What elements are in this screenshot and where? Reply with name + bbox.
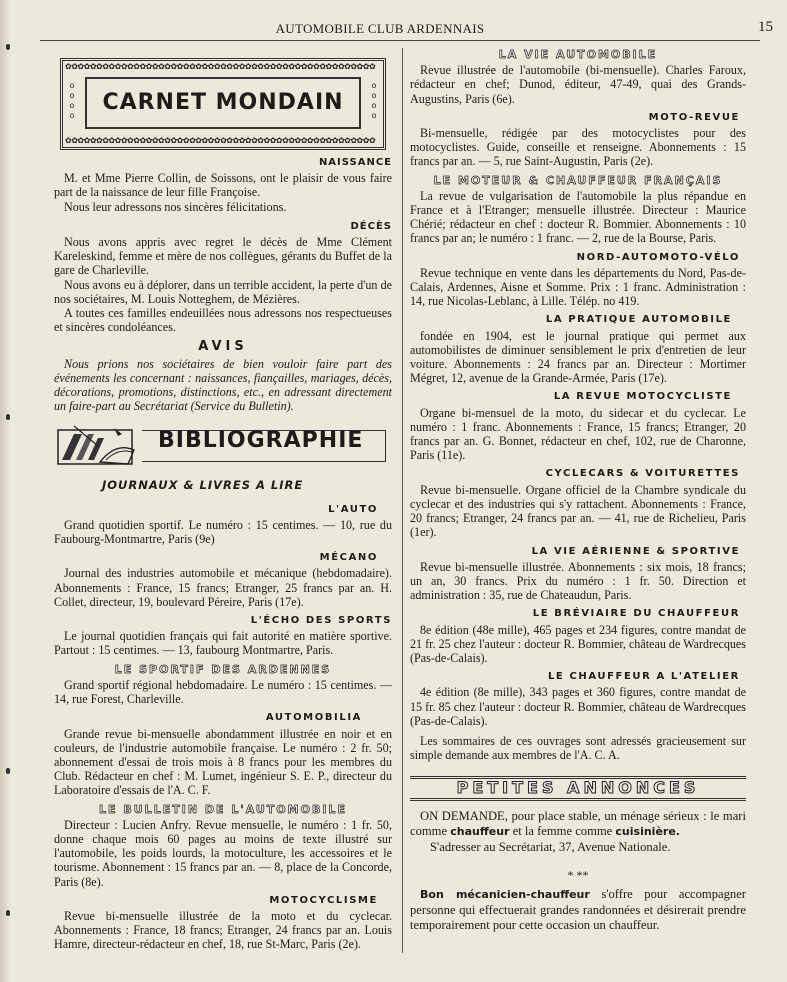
journal-title: L'ÉCHO DES SPORTS	[250, 615, 392, 627]
deces-text-2: Nous avons eu à déplorer, dans un terrible accident, la perte d'un de nos sociétaires, M. Louis Notteghem, de Mézières.	[54, 277, 392, 306]
naissance-felicitations: Nous leur adressons nos sincères félicitations.	[64, 199, 287, 214]
deces-text-3: A toutes ces familles endeuillées nous adressons nos respectueuses et sincères condoléances.	[54, 306, 392, 335]
deces-text-1: Nous avons appris avec regret le décès de Mme Clément Kareleskind, femme et mère de nos collègues, gérants du Buffet de la gare de Charleville.	[54, 235, 392, 278]
journal-description: Journal des industries automobile et mécanique (hebdomadaire). Abonnements : France, 15 francs; Etranger, 25 francs par an. H. Collet, directeur, 19, boulevard Péreire, Paris (17e).	[54, 566, 392, 609]
annonce-1-keyword: cuisinière.	[615, 825, 680, 839]
journal-description: Revue technique en vente dans les départements du Nord, Pas-de-Calais, Ardennes, Aisne et Somme. Prix : 1 franc. Administration : 14, rue Nicolas-Leblanc, à Lille. Télép. no 419.	[410, 265, 746, 309]
page-edge-shadow	[0, 0, 10, 982]
journal-description: Grand quotidien sportif. Le numéro : 15 centimes. — 10, rue du Faubourg-Montmartre, Paris (9e)	[54, 517, 392, 547]
annonce-1-text: ON DEMANDE, pour place stable, un ménage sérieux : le mari comme	[410, 808, 746, 839]
binding-mark	[6, 768, 10, 774]
ornament-border-bottom: ✿✿✿✿✿✿✿✿✿✿✿✿✿✿✿✿✿✿✿✿✿✿✿✿✿✿✿✿✿✿✿✿✿✿✿✿✿✿✿✿✿✿✿✿✿✿✿✿✿✿	[65, 137, 376, 145]
journal-title: LA VIE AUTOMOBILE	[498, 48, 658, 61]
journal-description: Grande revue bi-mensuelle abondamment illustrée en noir et en couleurs, de l'industrie automobile française. Le numéro : 2 fr. 50; abonnement d'essai de trois mois à 8 francs pour les membres du Club. Rédacteur en chef : M. Lumet, ingénieur S. E. P., directeur du Laboratoire d'essais de l'A. C. F.	[54, 726, 392, 798]
journal-title: CYCLECARS & VOITURETTES	[545, 468, 740, 480]
journal-title: LA PRATIQUE AUTOMOBILE	[545, 314, 732, 326]
annonce-1-keyword: chauffeur	[450, 825, 510, 839]
books-illustration-icon	[54, 420, 154, 472]
journal-description: Le journal quotidien français qui fait autorité en matière sportive. Partout : 15 centimes. — 13, faubourg Montmartre, Paris.	[54, 629, 392, 658]
journal-title: LE MOTEUR & CHAUFFEUR FRANÇAIS	[433, 173, 723, 187]
bibliographie-title: BIBLIOGRAPHIE	[158, 428, 364, 454]
journal-title: LA VIE AÉRIENNE & SPORTIVE	[531, 545, 740, 557]
journal-title: NORD-AUTOMOTO-VÉLO	[576, 251, 740, 263]
annonce-1-address: S'adresser au Secrétariat, 37, Avenue Nationale.	[430, 839, 671, 854]
journal-description: Organe bi-mensuel de la moto, du sidecar et du cyclecar. Le numéro : 1 franc. Abonnements : France, 15 francs; Etranger, 20 francs par an. G. Bonnet, rédacteur en chef, 102, rue de Charonne, Paris (11e).	[410, 405, 746, 463]
page-number: 15	[758, 19, 773, 35]
journal-title: MOTO-REVUE	[648, 111, 740, 123]
bibliographie-banner	[54, 420, 392, 472]
avis-text: Nous prions nos sociétaires de bien vouloir faire part des événements les concernant : naissances, fiançailles, mariages, décès, décorations, promotions, distinctions, etc., en adressant directement un faire-part au Secrétariat (Service du Bulletin).	[54, 356, 392, 414]
running-title: AUTOMOBILE CLUB ARDENNAIS	[275, 21, 485, 36]
binding-mark	[6, 910, 10, 916]
journal-title: LE CHAUFFEUR A L'ATELIER	[547, 671, 740, 683]
journal-description: 8e édition (48e mille), 465 pages et 234 figures, contre mandat de 21 fr. 25 chez l'auteur : docteur R. Bommier, château de Wardrecques (Pas-de-Calais).	[410, 622, 746, 665]
journal-title: LE BULLETIN DE L'AUTOMOBILE	[99, 802, 347, 816]
journal-title: L'AUTO	[328, 503, 378, 515]
ornament-border-left: o o o o	[69, 81, 75, 120]
ornament-border-right: o o o o	[371, 81, 377, 120]
journal-description: La revue de vulgarisation de l'automobile la plus répandue en France et à l'Etranger; mensuelle illustrée. Directeur : Maurice Chérié; rédacteur en chef : docteur R. Bommier. Abonnements : 10 francs par an; le numéro : 1 franc. — 2, rue de la Bourse, Paris.	[410, 188, 746, 246]
journal-title: AUTOMOBILIA	[265, 712, 362, 724]
journal-description: Bi-mensuelle, rédigée par des motocyclistes pour des motocyclistes. Guide, conseille et renseigne. Abonnements : 15 francs par an. — 5, rue Saint-Augustin, Paris (2e).	[410, 126, 746, 169]
journal-description: Revue bi-mensuelle illustrée. Abonnements : six mois, 18 francs; un an, 30 francs. Prix du numéro : 1 fr. 50. Direction et administration : 35, rue de Chateaudun, Paris.	[410, 559, 746, 603]
journal-description: Revue bi-mensuelle. Organe officiel de la Chambre syndicale du cyclecar et des industries qui s'y rattachent. Abonnements : France, 20 francs; Etranger, 24 francs par an. — 41, rue de Richelieu, Paris (1er).	[410, 482, 746, 540]
header-rule	[40, 40, 760, 41]
carnet-mondain-frame	[60, 58, 386, 150]
bibliography-closing-note: Les sommaires de ces ouvrages sont adressés gracieusement sur simple demande aux membres de l'A. C. A.	[410, 733, 746, 763]
left-column	[54, 54, 392, 952]
naissance-text: M. et Mme Pierre Collin, de Soissons, ont le plaisir de vous faire part de la naissance de leur fille Françoise.	[54, 171, 392, 200]
column-divider	[402, 48, 403, 953]
naissance-heading: NAISSANCE	[318, 157, 392, 168]
journal-title: LE SPORTIF DES ARDENNES	[114, 662, 332, 676]
journal-description: Grand sportif régional hebdomadaire. Le numéro : 15 centimes. — 14, rue Forest, Charleville.	[54, 677, 392, 707]
annonce-1-text: et la femme comme	[509, 824, 616, 839]
journal-title: MOTOCYCLISME	[269, 894, 378, 906]
journal-description: 4e édition (8e mille), 343 pages et 360 figures, contre mandat de 15 fr. 85 chez l'auteur : docteur R. Bommier, château de Wardrecques (Pas-de-Calais).	[410, 685, 746, 728]
deces-heading: DÉCÈS	[350, 220, 392, 232]
asterism-separator: * **	[567, 868, 589, 883]
right-column	[410, 48, 746, 934]
annonce-2-text: s'offre pour accompagner personne qui effectuerait grandes randonnées et désirerait prendre temporairement pour cette occasion un chauffeur.	[410, 887, 746, 933]
binding-mark	[6, 414, 10, 420]
annonce-2-keyword: Bon mécanicien-chauffeur	[420, 888, 590, 902]
journal-title: LA REVUE MOTOCYCLISTE	[553, 391, 732, 403]
petites-annonces-title: PETITES ANNONCES	[456, 778, 700, 798]
bibliography-right-list	[410, 48, 746, 762]
ornament-border-top: ✿✿✿✿✿✿✿✿✿✿✿✿✿✿✿✿✿✿✿✿✿✿✿✿✿✿✿✿✿✿✿✿✿✿✿✿✿✿✿✿✿✿✿✿✿✿✿✿✿✿	[65, 63, 376, 71]
journal-description: Revue bi-mensuelle illustrée de la moto et du cyclecar. Abonnements : France, 18 francs; Etranger, 24 francs par an. Louis Hamre, directeur-rédacteur en chef, 18, rue St-Marc, Paris (2e).	[54, 908, 392, 952]
journal-description: fondée en 1904, est le journal pratique qui permet aux automobilistes de diminuer sensiblement le prix d'entretien de leur voiture. Abonnements : 24 francs par an. Directeur : Mortimer Mégret, 12, avenue de la Grande-Armée, Paris (17e).	[410, 328, 746, 386]
avis-heading: AVIS	[198, 339, 248, 355]
journal-description: Directeur : Lucien Anfry. Revue mensuelle, le numéro : 1 fr. 50, donne chaque mois 60 pages au moins de texte illustré sur l'automobile, les poids lourds, la motoculture, les accessoires et le tourisme. Abonnement : 15 francs par an. — 8, place de la Concorde, Paris (8e).	[54, 817, 392, 889]
annonce-2	[410, 887, 746, 934]
petites-annonces-banner	[410, 776, 746, 800]
journal-description: Revue illustrée de l'automobile (bi-mensuelle). Charles Faroux, rédacteur en chef; Dunod, éditeur, 47-49, quai des Grands-Augustins, Paris (6e).	[410, 63, 746, 106]
carnet-mondain-title: CARNET MONDAIN	[102, 89, 344, 115]
journaux-subtitle: JOURNAUX & LIVRES A LIRE	[102, 478, 304, 493]
binding-mark	[6, 44, 10, 50]
annonce-1	[410, 809, 746, 840]
carnet-title-box	[85, 77, 361, 129]
bibliography-left-list	[54, 503, 392, 952]
journal-title: MÉCANO	[319, 552, 378, 564]
journal-title: LE BRÉVIAIRE DU CHAUFFEUR	[532, 608, 740, 620]
